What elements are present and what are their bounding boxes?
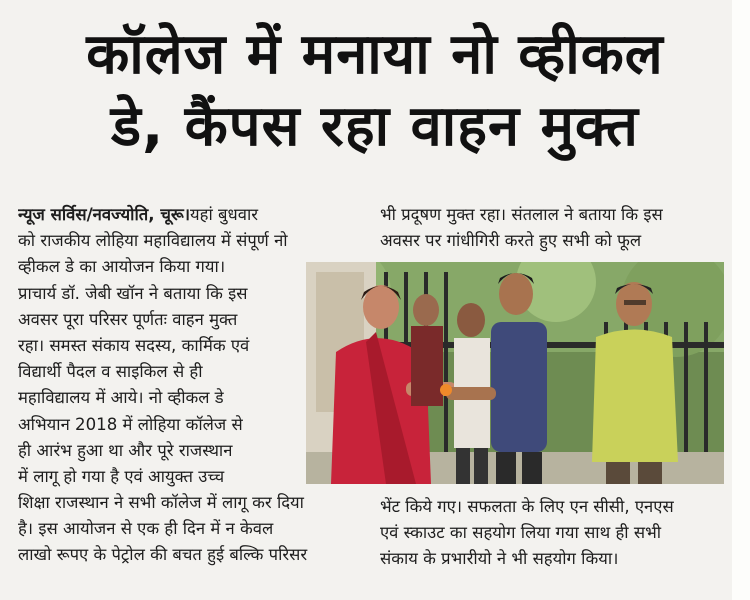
headline-line-2: डे, कैंपस रहा वाहन मुक्त xyxy=(111,94,639,159)
article-text-line: ही आरंभ हुआ था और पूरे राजस्थान xyxy=(18,440,233,460)
article-text-line: को राजकीय लोहिया महाविद्यालय में संपूर्ण नो xyxy=(18,231,288,251)
article-text-line: महाविद्यालय में आये। नो व्हीकल डे xyxy=(18,388,224,408)
byline: न्यूज सर्विस/नवज्योति, चूरू। xyxy=(18,205,191,224)
article-text-line: संकाय के प्रभारीयो ने भी सहयोग किया। xyxy=(380,549,619,569)
article-first-line xyxy=(18,202,358,228)
article-text-line: लाखो रूपए के पेट्रोल की बचत हुई बल्कि परिसर xyxy=(18,545,308,565)
article-text-line: भी प्रदूषण मुक्त रहा। संतलाल ने बताया कि इस xyxy=(380,205,663,224)
article-text-line: अभियान 2018 में लोहिया कॉलेज से xyxy=(18,414,243,434)
article-right-column-bottom xyxy=(380,494,725,573)
article-text-line: एवं स्काउट का सहयोग लिया गया साथ ही सभी xyxy=(380,523,662,543)
article-text-line: अवसर पर गांधीगिरी करते हुए सभी को फूल xyxy=(380,231,642,251)
article-text-line: प्राचार्य डॉ. जेबी खॉन ने बताया कि इस xyxy=(18,283,248,303)
article-text-line: शिक्षा राजस्थान ने सभी कॉलेज में लागू कर दिया xyxy=(18,493,304,513)
headline-line-1: कॉलेज में मनाया नो व्हीकल xyxy=(86,22,664,87)
event-photo-illustration xyxy=(306,262,724,484)
article-text-line: व्हीकल डे का आयोजन किया गया। xyxy=(18,257,226,277)
article-right-column-top xyxy=(380,202,725,254)
article-text-line: यहां बुधवार xyxy=(190,205,259,224)
article-text-line: रहा। समस्त संकाय सदस्य, कार्मिक एवं xyxy=(18,335,250,355)
article-text-line: है। इस आयोजन से एक ही दिन में न केवल xyxy=(18,519,274,539)
article-text-line: में लागू हो गया है एवं आयुक्त उच्च xyxy=(18,466,225,486)
article-text-line: अवसर पूरा परिसर पूर्णतः वाहन मुक्त xyxy=(18,309,238,329)
article-text-line: विद्यार्थी पैदल व साइकिल से ही xyxy=(18,362,203,382)
article-text-line: भेंट किये गए। सफलता के लिए एन सीसी, एनएस xyxy=(380,497,674,516)
paper-edge xyxy=(732,0,750,600)
event-photo xyxy=(306,262,724,484)
